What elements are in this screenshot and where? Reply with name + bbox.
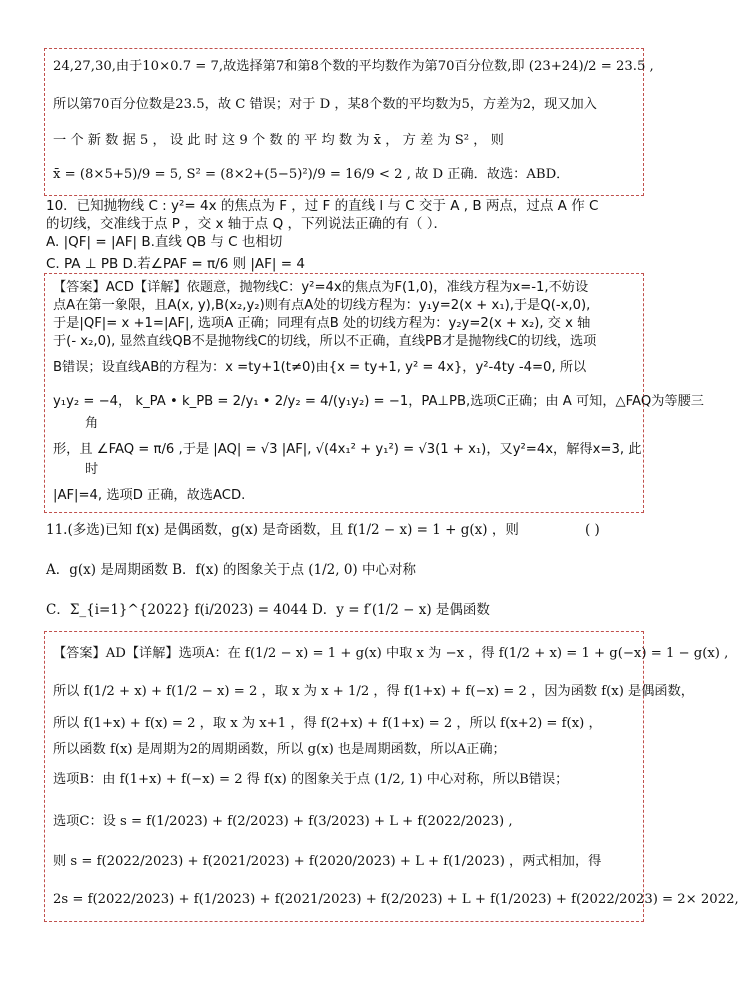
text-line: 选项B：由 f(1+x) + f(−x) = 2 得 f(x) 的图象关于点 (1/2, 1) 中心对称，所以B错误； — [53, 772, 569, 787]
text-line: 选项C：设 s = f(1/2023) + f(2/2023) + f(3/2023) + L + f(2022/2023) , — [53, 814, 513, 829]
text-line: 2s = f(2022/2023) + f(1/2023) + f(2021/2023) + f(2/2023) + L + f(1/2023) + f(2022/2023) = 2× 2022, — [53, 892, 739, 907]
text-line: 于(- x₂,0), 显然直线QB不是抛物线C的切线，所以不正确，直线PB才是抛物线C的切线，选项 — [53, 334, 597, 349]
question-11-option-ab: A．g(x) 是周期函数 B．f(x) 的图象关于点 (1/2, 0) 中心对称 — [46, 562, 416, 578]
text-line: 于是|QF|= x +1=|AF|, 选项A 正确；同理有点B 处的切线方程为：y₂y=2(x + x₂), 交 x 轴 — [53, 316, 591, 331]
question-11-stem: 11.(多选)已知 f(x) 是偶函数，g(x) 是奇函数，且 f(1/2 − x) = 1 + g(x) ，则 — [46, 522, 519, 538]
question-10-option-cd: C. PA ⊥ PB D.若∠PAF = π/6 则 |AF| = 4 — [46, 256, 305, 272]
text-line: 一 个 新 数 据 5 ， 设 此 时 这 9 个 数 的 平 均 数 为 x̄ ， 方 差 为 S² ， 则 — [53, 133, 504, 148]
solution-box-q11 — [44, 631, 739, 922]
text-line: 【答案】ACD【详解】依题意，抛物线C：y²=4x的焦点为F(1,0)，准线方程为x=-1,不妨设 — [53, 280, 589, 295]
answer-paren: ( ) — [585, 522, 600, 538]
question-11-option-cd: C．Σ_{i=1}^{2022} f(i/2023) = 4044 D．y = f′(1/2 − x) 是偶函数 — [46, 602, 490, 618]
text-line: 角 — [85, 416, 99, 431]
text-line: y₁y₂ = −4， k_PA • k_PB = 2/y₁ • 2/y₂ = 4/(y₁y₂) = −1，PA⊥PB,选项C正确；由 A 可知，△FAQ为等腰三 — [53, 394, 704, 409]
text-line: 24,27,30,由于10×0.7 = 7,故选择第7和第8个数的平均数作为第70百分位数,即 (23+24)/2 = 23.5 , — [53, 59, 654, 74]
text-line: x̄ = (8×5+5)/9 = 5, S² = (8×2+(5−5)²)/9 = 16/9 < 2 , 故 D 正确．故选：ABD． — [53, 167, 570, 182]
solution-box-q10 — [44, 273, 704, 513]
text-line: 所以 f(1+x) + f(x) = 2 ，取 x 为 x+1 ，得 f(2+x) + f(1+x) = 2 ，所以 f(x+2) = f(x) ， — [53, 716, 602, 731]
text-line: |AF|=4, 选项D 正确，故选ACD. — [53, 488, 246, 503]
text-line: 点A在第一象限，且A(x, y),B(x₂,y₂)则有点A处的切线方程为：y₁y=2(x + x₁),于是Q(-x,0), — [53, 298, 591, 313]
solution-box-q9-tail — [44, 48, 654, 196]
text-line: 所以函数 f(x) 是周期为2的周期函数，所以 g(x) 也是周期函数，所以A正确； — [53, 742, 506, 757]
question-10-line: 的切线，交准线于点 P ，交 x 轴于点 Q ，下列说法正确的有（ ）． — [46, 216, 448, 232]
text-line: 【答案】AD【详解】选项A：在 f(1/2 − x) = 1 + g(x) 中取 x 为 −x ，得 f(1/2 + x) = 1 + g(−x) = 1 − g(x) , — [53, 646, 729, 661]
text-line: 则 s = f(2022/2023) + f(2021/2023) + f(2020/2023) + L + f(1/2023) ，两式相加，得 — [53, 854, 602, 869]
question-10-line: 10．已知抛物线 C : y²= 4x 的焦点为 F ，过 F 的直线 l 与 C 交于 A , B 两点，过点 A 作 C — [46, 198, 599, 214]
text-line: 所以第70百分位数是23.5，故 C 错误；对于 D ，某8个数的平均数为5，方差为2，现又加入 — [53, 97, 597, 112]
text-line: 形，且 ∠FAQ = π/6 ,于是 |AQ| = √3 |AF|, √(4x₁² + y₁²) = √3(1 + x₁)，又y²=4x，解得x=3, 此 — [53, 442, 642, 457]
text-line: 时 — [85, 462, 99, 477]
text-line: 所以 f(1/2 + x) + f(1/2 − x) = 2 ，取 x 为 x + 1/2 ，得 f(1+x) + f(−x) = 2 ，因为函数 f(x) 是偶函数， — [53, 684, 694, 699]
text-line: B错误；设直线AB的方程为：x =ty+1(t≠0)由{x = ty+1, y² = 4x}，y²-4ty -4=0, 所以 — [53, 360, 587, 375]
question-10-option-ab: A. |QF| = |AF| B.直线 QB 与 C 也相切 — [46, 234, 283, 250]
